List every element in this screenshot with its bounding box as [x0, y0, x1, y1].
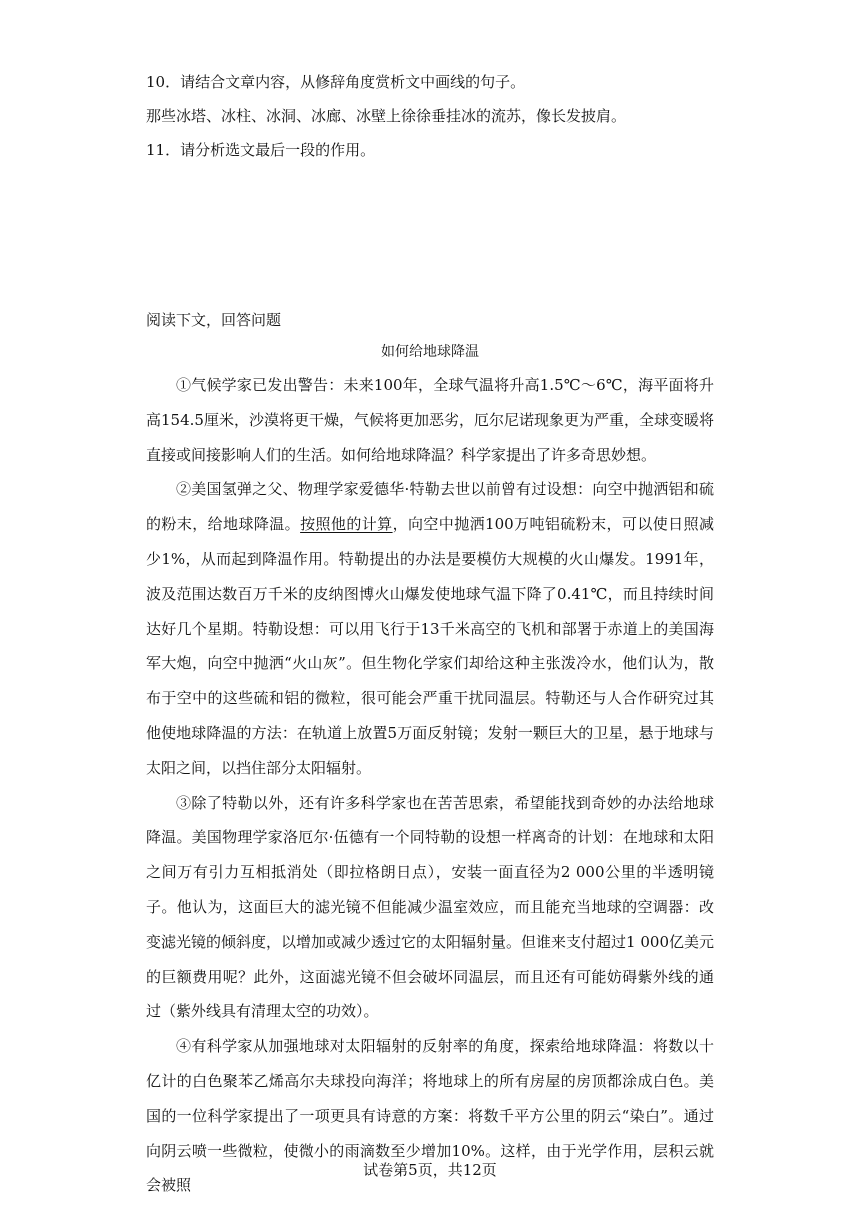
- paragraph-2: [146, 472, 714, 785]
- question-10-sentence: 那些冰塔、冰柱、冰洞、冰廊、冰壁上徐徐垂挂冰的流苏，像长发披肩。: [146, 107, 627, 125]
- paragraph-3: ③除了特勒以外，还有许多科学家也在苦苦思索，希望能找到奇妙的办法给地球降温。美国物理学家洛厄尔·伍德有一个同特勒的设想一样离奇的计划：在地球和太阳之间万有引力互相抵消处（即拉格朗日点），安装一面直径为2 000公里的半透明镜子。他认为，这面巨大的滤光镜不但能减少温室效应，而且能充当地球的空调器：改变滤光镜的倾斜度，以增加或减少透过它的太阳辐射量。但谁来支付超过1 000亿美元的巨额费用呢？此外，这面滤光镜不但会破坏同温层，而且还有可能妨碍紫外线的通过（紫外线具有清理太空的功效）。: [146, 793, 714, 1021]
- paragraph-4: ④有科学家从加强地球对太阳辐射的反射率的角度，探索给地球降温：将数以十亿计的白色聚苯乙烯高尔夫球投向海洋；将地球上的所有房屋的房顶都涂成白色。美国的一位科学家提出了一项更具有诗意的方案：将数千平方公里的阴云“染白”。通过向阴云喷一些微粒，使微小的雨滴数至少增加10%。这样，由于光学作用，层积云就会被照: [146, 1037, 714, 1195]
- article-title: 如何给地球降温: [381, 344, 479, 360]
- reading-intro: 阅读下文，回答问题: [146, 311, 282, 329]
- article-body: [146, 368, 714, 1203]
- paragraph-2-part-a: ②美国氢弹之父、物理学家爱德华·特勒去世以前曾有过设想：向空中抛洒铝和硫的粉末，给地球降温。: [146, 480, 714, 534]
- underlined-phrase: 按照他的计算: [300, 515, 393, 534]
- question-11: 11．请分析选文最后一段的作用。: [146, 141, 376, 159]
- question-10: 10．请结合文章内容，从修辞角度赏析文中画线的句子。: [146, 73, 526, 91]
- paragraph-1: ①气候学家已发出警告：未来100年，全球气温将升高1.5℃～6℃，海平面将升高154.5厘米，沙漠将更干燥，气候将更加恶劣，厄尔尼诺现象更为严重，全球变暖将直接或间接影响人们的生活。如何给地球降温？科学家提出了许多奇思妙想。: [146, 376, 714, 464]
- paragraph-2-part-b: ，向空中抛洒100万吨铝硫粉末，可以使日照减少1%，从而起到降温作用。特勒提出的办法是要模仿大规模的火山爆发。1991年，波及范围达数百万千米的皮纳图博火山爆发使地球气温下降了0.41℃，而且持续时间达好几个星期。特勒设想：可以用飞行于13千米高空的飞机和部署于赤道上的美国海军大炮，向空中抛洒“火山灰”。但生物化学家们却给这种主张泼冷水，他们认为，散布于空中的这些硫和铝的微粒，很可能会严重干扰同温层。特勒还与人合作研究过其他使地球降温的方法：在轨道上放置5万面反射镜；发射一颗巨大的卫星，悬于地球与太阳之间，以挡住部分太阳辐射。: [146, 515, 714, 777]
- page-footer: 试卷第5页，共12页: [363, 1161, 497, 1179]
